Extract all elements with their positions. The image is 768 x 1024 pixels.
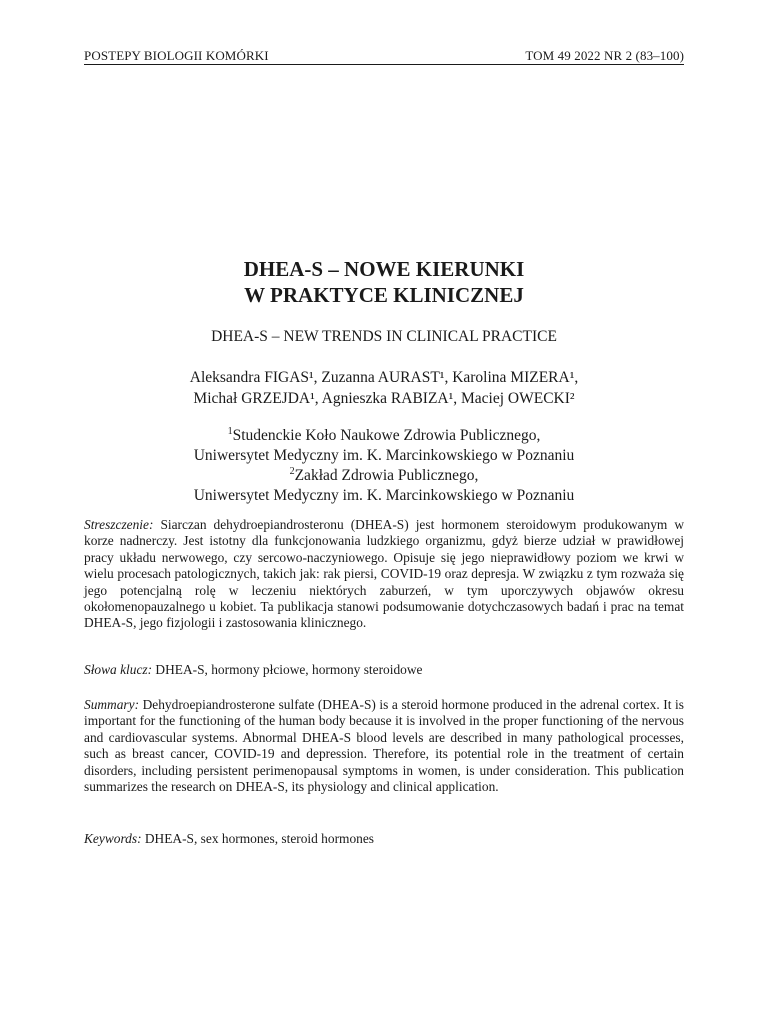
keywords-english: [84, 831, 684, 847]
article-title: [84, 256, 684, 308]
keywords-english-label: Keywords:: [84, 831, 142, 846]
abstract-polish: [84, 517, 684, 632]
affiliation-2-name: Zakład Zdrowia Publicznego,: [294, 467, 479, 484]
affiliations: [84, 426, 684, 506]
title-line-1: DHEA-S – NOWE KIERUNKI: [243, 257, 525, 281]
abstract-english-text: Dehydroepiandrosterone sulfate (DHEA-S) is a steroid hormone produced in the adrenal cortex. It is important for the functioning of the human body because it is involved in the proper functioning of the nervous and cardiovascular systems. Abnormal DHEA-S blood levels are described in many pathological processes, such as breast cancer, COVID-19 and depression. Therefore, its potential role in the treatment of certain disorders, including persistent perimenopausal symptoms in women, is under consideration. This publication summarizes the research on DHEA-S, its physiology and clinical application.: [84, 697, 684, 795]
keywords-polish: [84, 662, 684, 678]
affiliation-1-marker: 1: [227, 425, 233, 437]
english-title: DHEA-S – NEW TRENDS IN CLINICAL PRACTICE: [211, 328, 557, 345]
affiliation-1-line-1: [84, 426, 684, 446]
abstract-english: [84, 697, 684, 795]
affiliation-1-name: Studenckie Koło Naukowe Zdrowia Publicznego,: [232, 427, 541, 444]
authors-line-1: Aleksandra FIGAS¹, Zuzanna AURAST¹, Karolina MIZERA¹,: [189, 369, 579, 386]
affiliation-1-line-2: Uniwersytet Medyczny im. K. Marcinkowskiego w Poznaniu: [193, 447, 575, 464]
title-line-2: W PRAKTYCE KLINICZNEJ: [244, 283, 524, 307]
author-list: [84, 367, 684, 409]
affiliation-2-line-1: [84, 466, 684, 486]
keywords-polish-text: DHEA-S, hormony płciowe, hormony steroidowe: [155, 662, 423, 677]
running-header: [84, 48, 684, 65]
abstract-english-label: Summary:: [84, 697, 140, 712]
keywords-polish-label: Słowa klucz:: [84, 662, 153, 677]
affiliation-2-line-2: Uniwersytet Medyczny im. K. Marcinkowskiego w Poznaniu: [193, 487, 575, 504]
authors-line-2: Michał GRZEJDA¹, Agnieszka RABIZA¹, Maciej OWECKI²: [193, 390, 575, 407]
journal-name: POSTEPY BIOLOGII KOMÓRKI: [84, 48, 269, 63]
abstract-polish-text: Siarczan dehydroepiandrosteronu (DHEA-S) jest hormonem steroidowym produkowanym w korze nadnerczy. Jest istotny dla funkcjonowania ludzkiego organizmu, gdyż bierze udział w prawidłowej pracy układu nerwowego, czy sercowo-naczyniowego. Opisuje się jego nieprawidłowy poziom we krwi w wielu procesach patologicznych, takich jak: rak piersi, COVID-19 oraz depresja. W związku z tym rozważa się jego potencjalną rolę w leczeniu niektórych zaburzeń, w tym uporczywych objawów okresu okołomenopauzalnego u kobiet. Ta publikacja stanowi podsumowanie dotychczasowych badań i prac na temat DHEA-S, jego fizjologii i zastosowania klinicznego.: [84, 517, 684, 631]
keywords-english-text: DHEA-S, sex hormones, steroid hormones: [144, 831, 374, 846]
affiliation-2-marker: 2: [289, 465, 295, 477]
abstract-polish-label: Streszczenie:: [84, 517, 154, 532]
issue-info: TOM 49 2022 NR 2 (83–100): [525, 48, 684, 63]
